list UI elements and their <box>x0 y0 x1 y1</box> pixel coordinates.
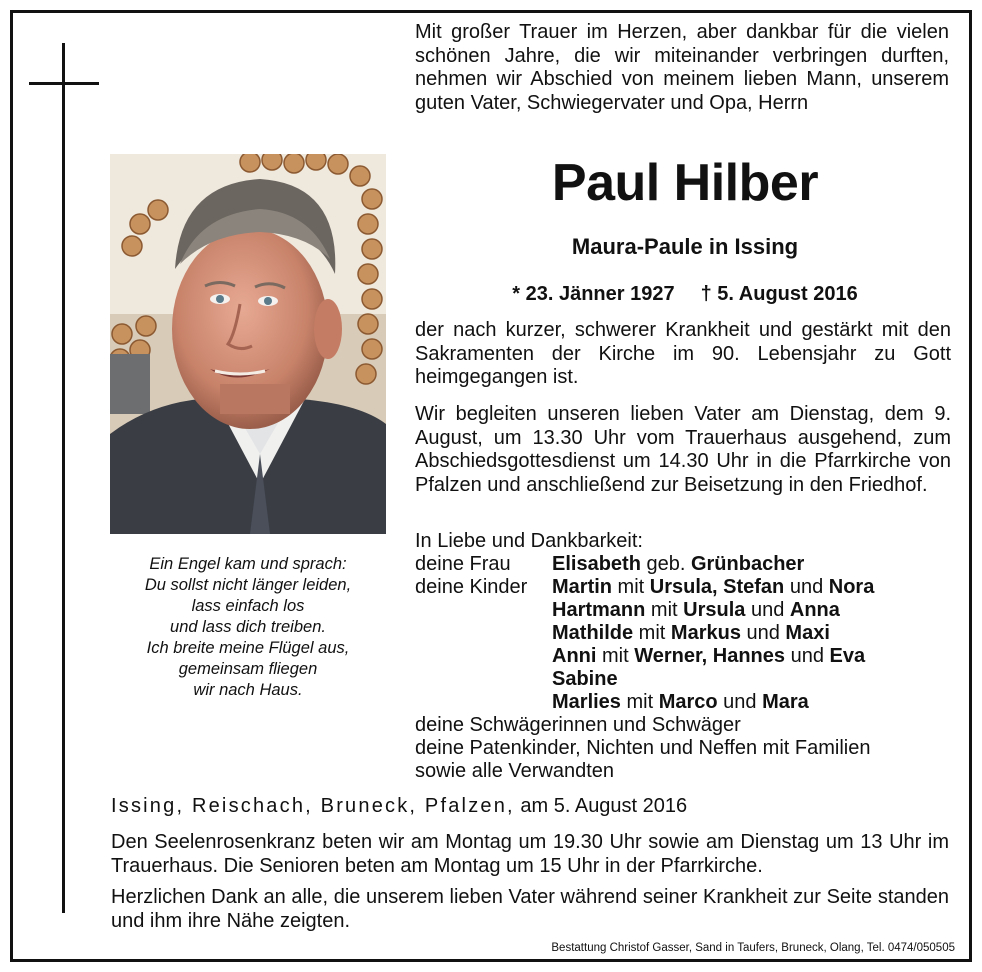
mourner-name: Ursula, Stefan <box>649 576 785 598</box>
other-mourners <box>415 714 870 783</box>
mourner-name: Mara <box>762 691 809 713</box>
poem-line: Ein Engel kam und sprach: <box>149 555 347 573</box>
mourners-intro: In Liebe und Dankbarkeit: <box>415 530 643 552</box>
place-and-date <box>111 793 687 819</box>
mourner-name: Werner, Hannes <box>634 645 786 667</box>
mourner-name: Anna <box>789 599 840 621</box>
poem-line: lass einfach los <box>191 597 305 615</box>
thanks-text: Herzlichen Dank an alle, die unserem lieben Vater während seiner Krankheit zur Seite standen und ihm ihre Nähe zeigten. <box>111 886 949 932</box>
mourner-name: Nora <box>828 576 875 598</box>
mourners-list <box>415 553 955 714</box>
cross-icon-horizontal <box>29 82 99 85</box>
death-date: † 5. August 2016 <box>700 283 858 305</box>
obituary-notice <box>10 10 972 962</box>
other-mourners-line: deine Schwägerinnen und Schwäger <box>415 714 741 736</box>
funeral-home-footer: Bestattung Christof Gasser, Sand in Taufers, Bruneck, Olang, Tel. 0474/050505 <box>551 942 955 954</box>
mourner-name: Sabine <box>552 668 618 690</box>
notice-date: am 5. August 2016 <box>520 795 688 817</box>
life-dates <box>415 281 955 307</box>
place: Issing, Reischach, Bruneck, Pfalzen, <box>111 795 515 817</box>
cross-icon-vertical <box>62 43 65 913</box>
rosary-details: Den Seelenrosenkranz beten wir am Montag um 19.30 Uhr sowie am Dienstag um 13 Uhr im Trauerhaus. Die Senioren beten am Montag um 15 Uhr in der Pfarrkirche. <box>111 831 949 877</box>
poem-line: wir nach Haus. <box>193 681 303 699</box>
deceased-nickname: Maura-Paule in Issing <box>571 234 799 259</box>
mourner-name: Elisabeth <box>552 553 641 575</box>
funeral-details: Wir begleiten unseren lieben Vater am Dienstag, dem 9. August, um 13.30 Uhr vom Trauerhaus ausgehend, zum Abschiedsgottesdienst um 14.30 Uhr in die Pfarrkirche von Pfalzen und anschließend zur Beisetzung in den Friedhof. <box>415 403 951 496</box>
mourner-name: Martin <box>552 576 612 598</box>
other-mourners-line: deine Patenkinder, Nichten und Neffen mit Familien <box>415 737 871 759</box>
death-announcement: der nach kurzer, schwerer Krankheit und gestärkt mit den Sakramenten der Kirche im 90. Lebensjahr zu Gott heimgegangen ist. <box>415 319 951 388</box>
portrait-photo <box>110 154 386 534</box>
mourner-row: Mathilde mit Markus und Maxi <box>552 622 830 644</box>
poem-line: und lass dich treiben. <box>170 618 326 636</box>
mourner-name: Anni <box>552 645 597 667</box>
mourner-row: Anni mit Werner, Hannes und Eva <box>552 645 866 667</box>
mourner-name: Marco <box>658 691 718 713</box>
poem-line: Ich breite meine Flügel aus, <box>146 639 350 657</box>
mourner-name: Eva <box>829 645 866 667</box>
poem-line: Du sollst nicht länger leiden, <box>144 576 352 594</box>
mourner-name: Grünbacher <box>690 553 805 575</box>
mourner-name: Marlies <box>552 691 621 713</box>
mourner-row <box>415 668 955 691</box>
mourner-name: Maxi <box>785 622 830 644</box>
other-mourners-line: sowie alle Verwandten <box>415 760 615 782</box>
mourner-row: Hartmann mit Ursula und Anna <box>552 599 840 621</box>
mourner-name: Hartmann <box>552 599 646 621</box>
mourner-row: Marlies mit Marco und Mara <box>552 691 809 713</box>
birth-date: * 23. Jänner 1927 <box>512 283 675 305</box>
mourner-label: deine Frau <box>415 553 511 575</box>
poem-line: gemeinsam fliegen <box>178 660 318 678</box>
mourner-name: Markus <box>670 622 741 644</box>
mourner-name: Mathilde <box>552 622 634 644</box>
mourner-row-children: deine Kinder Martin mit Ursula, Stefan und Nora <box>415 576 875 598</box>
mourner-row-wife: deine Frau Elisabeth geb. Grünbacher <box>415 553 805 575</box>
poem <box>110 554 386 701</box>
mourner-label: deine Kinder <box>415 576 528 598</box>
deceased-name: Paul Hilber <box>551 154 819 212</box>
mourner-name: Ursula <box>683 599 746 621</box>
intro-text: Mit großer Trauer im Herzen, aber dankbar für die vielen schönen Jahre, die wir miteinander verbringen durften, nehmen wir Abschied von meinem lieben Mann, unserem guten Vater, Schwiegervater und Opa, Herrn <box>415 21 949 114</box>
